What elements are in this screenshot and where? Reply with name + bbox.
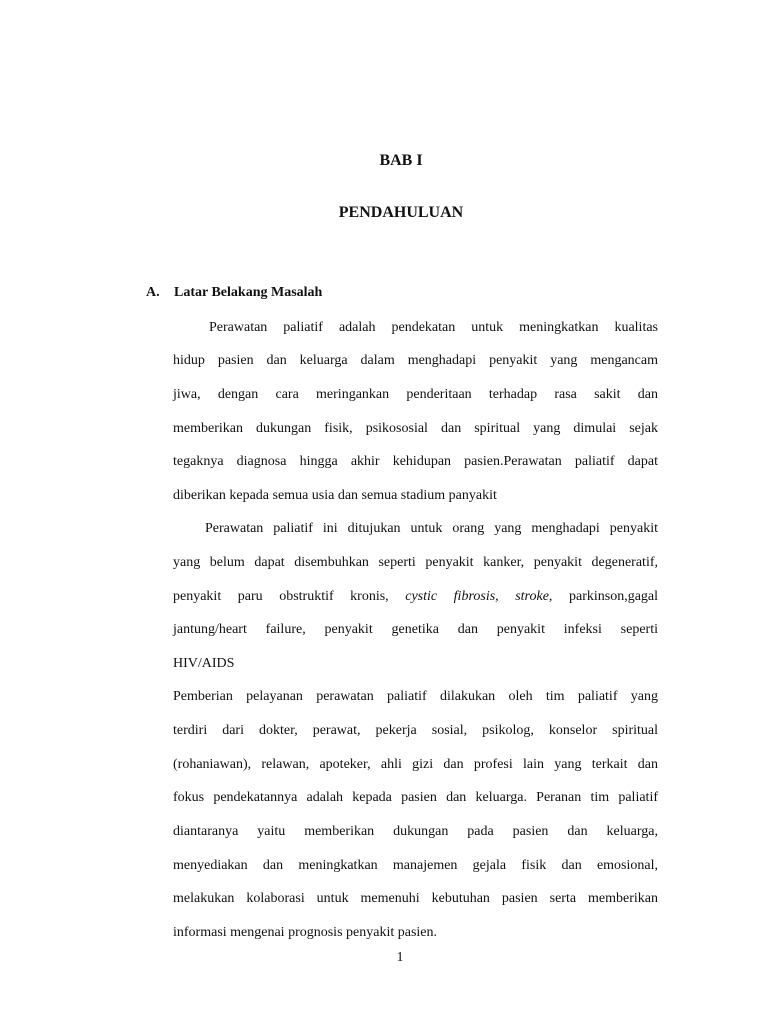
section-heading xyxy=(146,285,322,301)
paragraph-1-line-6: diberikan kepada semua usia dan semua stadium panyakit xyxy=(173,488,497,503)
paragraph-2-line-3-text-c: , parkinson,gagal xyxy=(548,589,659,604)
paragraph-2-line-3-italic: cystic fibrosis, stroke xyxy=(405,589,549,604)
paragraph-1-line-3: jiwa, dengan cara meringankan penderitaan terhadap rasa sakit dan xyxy=(173,387,658,402)
chapter-title: PENDAHULUAN xyxy=(338,204,464,221)
paragraph-1-line-5: tegaknya diagnosa hingga akhir kehidupan pasien.Perawatan paliatif dapat xyxy=(173,454,658,469)
paragraph-1-line-4: memberikan dukungan fisik, psikososial dan spiritual yang dimulai sejak xyxy=(173,421,658,436)
paragraph-2-line-2: yang belum dapat disembuhkan seperti penyakit kanker, penyakit degeneratif, xyxy=(173,555,658,570)
paragraph-3-line-8: informasi mengenai prognosis penyakit pasien. xyxy=(173,925,437,940)
paragraph-1-line-1: Perawatan paliatif adalah pendekatan untuk meningkatkan kualitas xyxy=(209,320,658,335)
paragraph-2-line-3-text-a: penyakit paru obstruktif kronis, xyxy=(173,589,406,604)
paragraph-2-line-3 xyxy=(173,588,658,606)
paragraph-3-line-1: Pemberian pelayanan perawatan paliatif dilakukan oleh tim paliatif yang xyxy=(173,689,658,704)
paragraph-3-line-2: terdiri dari dokter, perawat, pekerja sosial, psikolog, konselor spiritual xyxy=(173,723,658,738)
chapter-number: BAB I xyxy=(379,152,423,169)
page-number: 1 xyxy=(396,950,404,965)
paragraph-3-line-7: melakukan kolaborasi untuk memenuhi kebutuhan pasien serta memberikan xyxy=(173,891,658,906)
section-letter: A. xyxy=(146,285,160,300)
paragraph-1-line-2: hidup pasien dan keluarga dalam menghadapi penyakit yang mengancam xyxy=(173,353,658,368)
paragraph-3-line-6: menyediakan dan meningkatkan manajemen gejala fisik dan emosional, xyxy=(173,858,658,873)
paragraph-2-line-4: jantung/heart failure, penyakit genetika dan penyakit infeksi seperti xyxy=(173,622,658,637)
paragraph-3-line-3: (rohaniawan), relawan, apoteker, ahli gizi dan profesi lain yang terkait dan xyxy=(173,757,658,772)
section-title: Latar Belakang Masalah xyxy=(174,285,323,300)
paragraph-2-line-1: Perawatan paliatif ini ditujukan untuk orang yang menghadapi penyakit xyxy=(205,521,658,536)
paragraph-3-line-5: diantaranya yaitu memberikan dukungan pada pasien dan keluarga, xyxy=(173,824,658,839)
paragraph-3-line-4: fokus pendekatannya adalah kepada pasien dan keluarga. Peranan tim paliatif xyxy=(173,790,658,805)
paragraph-2-line-5: HIV/AIDS xyxy=(173,656,235,671)
